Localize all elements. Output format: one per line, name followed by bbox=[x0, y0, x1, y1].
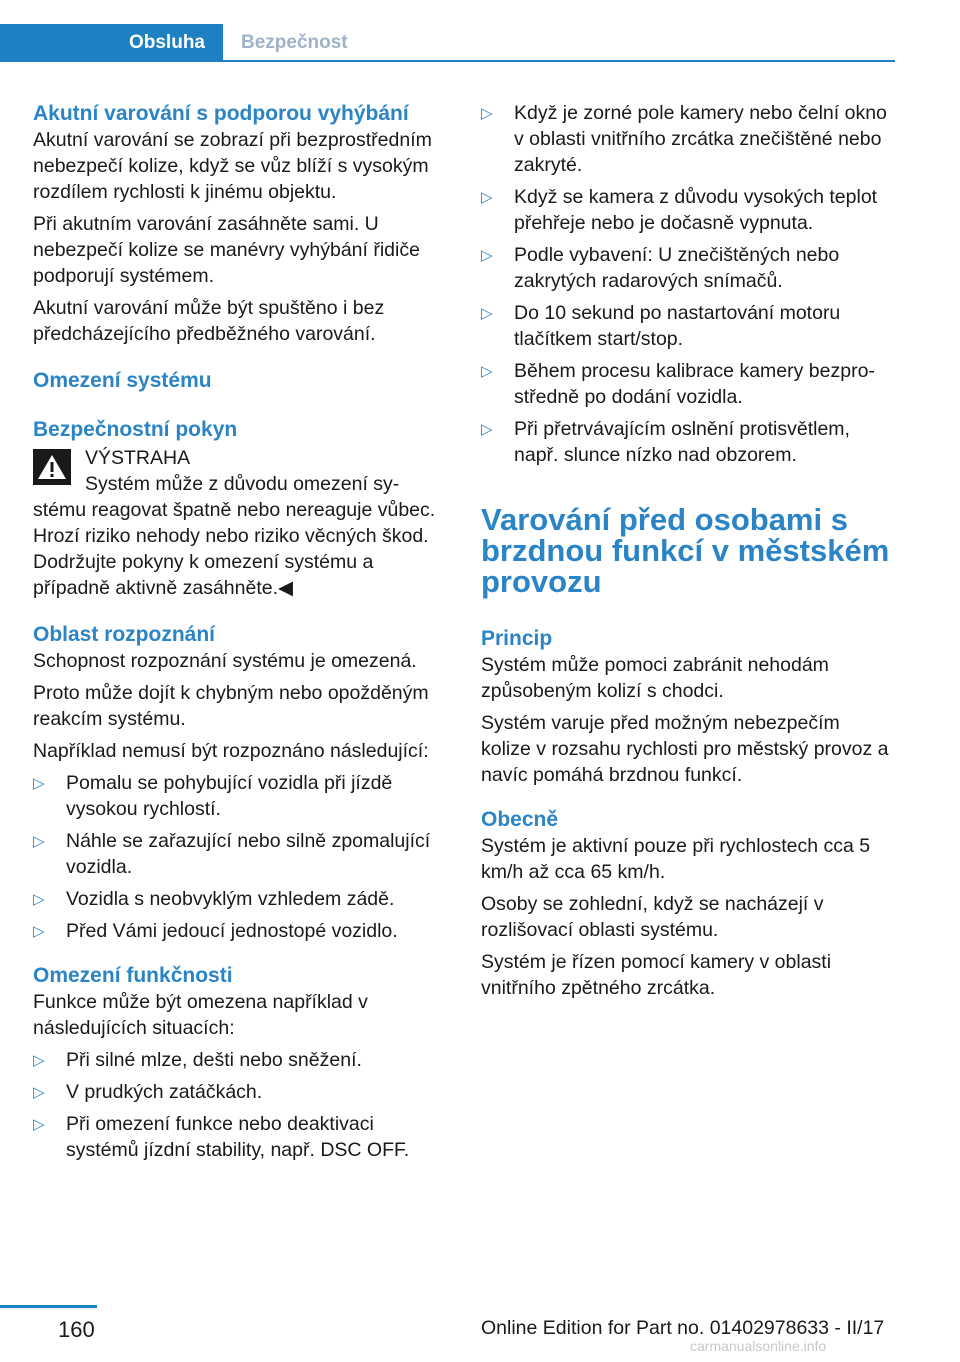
list-item: ▷ Při přetrvávajícím oslnění protisvětlem, např. slunce nízko nad obzorem. bbox=[481, 416, 893, 468]
paragraph: Například nemusí být rozpoznáno následující: bbox=[33, 740, 429, 762]
list-item: ▷ Náhle se zařazující nebo silně zpomalující vozidla. bbox=[33, 828, 448, 880]
section-heading: Omezení systému bbox=[33, 369, 212, 392]
list-item: ▷ Při silné mlze, dešti nebo sněžení. bbox=[33, 1047, 448, 1073]
list-item: ▷ V prudkých zatáčkách. bbox=[33, 1079, 448, 1105]
list-item: ▷ Pomalu se pohybující vozidla při jízdě vysokou rychlostí. bbox=[33, 770, 448, 822]
bullet-list bbox=[33, 1047, 448, 1163]
subsection-heading: Bezpečnostní pokyn bbox=[33, 418, 238, 441]
chapter-heading: Varování před osobami s brzdnou funkcí v městském provozu bbox=[481, 502, 890, 599]
subsection-heading: Omezení funkčnosti bbox=[33, 964, 233, 987]
paragraph: Při akutním varování zasáhněte sami. U nebezpečí kolize se manévry vyhýbání řidiče podporují systémem. bbox=[33, 213, 420, 287]
tab-underline bbox=[0, 60, 895, 62]
page-number: 160 bbox=[58, 1317, 95, 1342]
edition-note: Online Edition for Part no. 01402978633 - II/17 bbox=[481, 1317, 885, 1339]
paragraph: Systém je aktivní pouze při rychlostech cca 5 km/h až cca 65 km/h. bbox=[481, 835, 871, 883]
paragraph: Schopnost rozpoznání systému je omezená. bbox=[33, 650, 417, 672]
warning-text-first-line: Systém může z důvodu omezení sy- bbox=[85, 473, 400, 495]
warning-text: stému reagovat špatně nebo nereaguje vůbec. Hrozí riziko nehody nebo riziko věcných škod. Dodržujte pokyny k omezení systému a případně aktivně zasáhněte.◀ bbox=[33, 499, 436, 599]
watermark: carmanualsonline.info bbox=[690, 1338, 827, 1354]
list-item: ▷ Když je zorné pole kamery nebo čelní okno v oblasti vnitřního zrcátka znečištěné nebo zakryté. bbox=[481, 100, 893, 178]
bullet-list bbox=[33, 770, 448, 944]
list-item: ▷ Při omezení funkce nebo deaktivaci systémů jízdní stability, např. DSC OFF. bbox=[33, 1111, 448, 1163]
list-item: ▷ Před Vámi jedoucí jednostopé vozidlo. bbox=[33, 918, 448, 944]
paragraph: Proto může dojít k chybným nebo opožděným reakcím systému. bbox=[33, 682, 429, 730]
warning-title: VÝSTRAHA bbox=[85, 447, 191, 469]
list-item: ▷ Během procesu kalibrace kamery bezprostředně po dodání vozidla. bbox=[481, 358, 893, 410]
section-heading: Akutní varování s podporou vyhýbání bbox=[33, 102, 409, 125]
paragraph: Osoby se zohlední, když se nacházejí v rozlišovací oblasti systému. bbox=[481, 893, 824, 941]
subsection-heading: Obecně bbox=[481, 808, 559, 831]
list-item: ▷ Do 10 sekund po nastartování motoru tlačítkem start/stop. bbox=[481, 300, 893, 352]
subsection-heading: Princip bbox=[481, 627, 553, 650]
left-column bbox=[33, 100, 448, 1169]
paragraph: Systém varuje před možným nebezpečím kolize v rozsahu rychlosti pro městský provoz a navíc pomáhá brzdnou funkcí. bbox=[481, 712, 889, 786]
list-item: ▷ Podle vybavení: U znečištěných nebo zakrytých radarových snímačů. bbox=[481, 242, 893, 294]
paragraph: Akutní varování se zobrazí při bezprostředním nebezpečí kolize, když se vůz blíží s vysokým rozdílem rychlosti k jinému objektu. bbox=[33, 129, 432, 203]
tab-obsluha[interactable]: Obsluha bbox=[0, 24, 223, 60]
list-item: ▷ Vozidla s neobvyklým vzhledem zádě. bbox=[33, 886, 448, 912]
tab-bar bbox=[0, 24, 895, 62]
warning-triangle-icon bbox=[33, 449, 71, 485]
right-column bbox=[481, 100, 893, 1007]
paragraph: Systém může pomoci zabránit nehodám způsobeným kolizí s chodci. bbox=[481, 654, 829, 702]
footer-rule bbox=[0, 1305, 97, 1308]
paragraph: Akutní varování může být spuštěno i bez předcházejícího předběžného varování. bbox=[33, 297, 385, 345]
tab-bezpecnost[interactable]: Bezpečnost bbox=[241, 32, 348, 53]
subsection-heading: Oblast rozpoznání bbox=[33, 623, 216, 646]
bullet-list bbox=[481, 100, 893, 468]
paragraph: Systém je řízen pomocí kamery v oblasti vnitřního zpětného zrcátka. bbox=[481, 951, 832, 999]
warning-block bbox=[33, 445, 448, 601]
paragraph: Funkce může být omezena například v následujících situacích: bbox=[33, 991, 368, 1039]
list-item: ▷ Když se kamera z důvodu vysokých teplot přehřeje nebo je dočasně vypnuta. bbox=[481, 184, 893, 236]
